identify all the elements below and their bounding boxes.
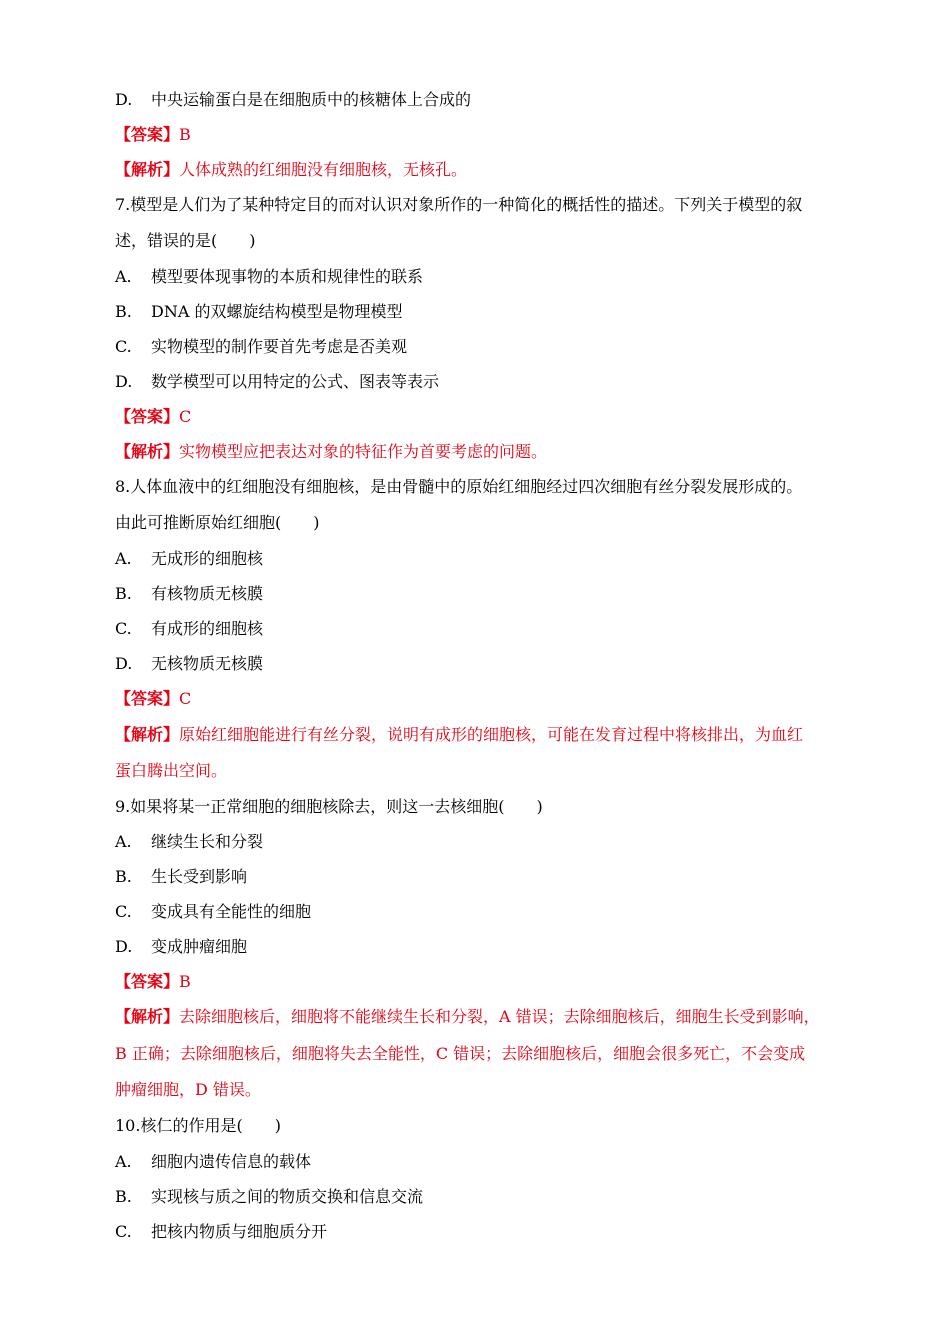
q10-option-c: C. 把核内物质与细胞质分开 bbox=[115, 1222, 328, 1241]
q10-option-a: A. 细胞内遗传信息的载体 bbox=[115, 1152, 312, 1171]
q9-option-c: C. 变成具有全能性的细胞 bbox=[115, 902, 312, 921]
q8-stem-line1: 8.人体血液中的红细胞没有细胞核，是由骨髓中的原始红细胞经过四次细胞有丝分裂发展形成的。 bbox=[115, 477, 803, 496]
q8-answer: 【答案】C bbox=[115, 689, 192, 708]
q9-answer: 【答案】B bbox=[115, 972, 191, 991]
q8-analysis-line2: 蛋白腾出空间。 bbox=[115, 761, 228, 780]
q7-analysis: 【解析】实物模型应把表达对象的特征作为首要考虑的问题。 bbox=[115, 442, 548, 461]
q7-stem-line2: 述，错误的是( ) bbox=[115, 231, 256, 250]
q8-option-c: C. 有成形的细胞核 bbox=[115, 619, 264, 638]
q9-analysis-line1: 【解析】去除细胞核后，细胞将不能继续生长和分裂，A 错误；去除细胞核后，细胞生长受到影响， bbox=[115, 1007, 820, 1026]
q7-stem-line1: 7.模型是人们为了某种特定目的而对认识对象所作的一种简化的概括性的描述。下列关于模型的叙 bbox=[115, 195, 803, 214]
q6-analysis: 【解析】人体成熟的红细胞没有细胞核，无核孔。 bbox=[115, 160, 468, 179]
q7-option-a: A. 模型要体现事物的本质和规律性的联系 bbox=[115, 267, 424, 286]
q10-stem: 10.核仁的作用是( ) bbox=[115, 1116, 281, 1135]
q7-option-c: C. 实物模型的制作要首先考虑是否美观 bbox=[115, 337, 408, 356]
q8-analysis-line1: 【解析】原始红细胞能进行有丝分裂，说明有成形的细胞核，可能在发育过程中将核排出，为血红 bbox=[115, 725, 804, 744]
q8-option-a: A. 无成形的细胞核 bbox=[115, 549, 264, 568]
q8-option-b: B. 有核物质无核膜 bbox=[115, 584, 264, 603]
q6-answer: 【答案】B bbox=[115, 125, 191, 144]
q9-analysis-line2: B 正确；去除细胞核后，细胞将失去全能性，C 错误；去除细胞核后，细胞会很多死亡，不会变成 bbox=[115, 1044, 806, 1063]
q9-option-d: D. 变成肿瘤细胞 bbox=[115, 937, 248, 956]
q7-answer: 【答案】C bbox=[115, 407, 192, 426]
q6-option-d: D. 中央运输蛋白是在细胞质中的核糖体上合成的 bbox=[115, 90, 472, 109]
q8-stem-line2: 由此可推断原始红细胞( ) bbox=[115, 513, 320, 532]
q9-option-a: A. 继续生长和分裂 bbox=[115, 832, 264, 851]
q7-option-b: B. DNA 的双螺旋结构模型是物理模型 bbox=[115, 302, 403, 321]
q9-analysis-line3: 肿瘤细胞，D 错误。 bbox=[115, 1080, 261, 1099]
q10-option-b: B. 实现核与质之间的物质交换和信息交流 bbox=[115, 1187, 424, 1206]
q9-stem: 9.如果将某一正常细胞的细胞核除去，则这一去核细胞( ) bbox=[115, 797, 543, 816]
q8-option-d: D. 无核物质无核膜 bbox=[115, 654, 264, 673]
q9-option-b: B. 生长受到影响 bbox=[115, 867, 248, 886]
q7-option-d: D. 数学模型可以用特定的公式、图表等表示 bbox=[115, 372, 440, 391]
